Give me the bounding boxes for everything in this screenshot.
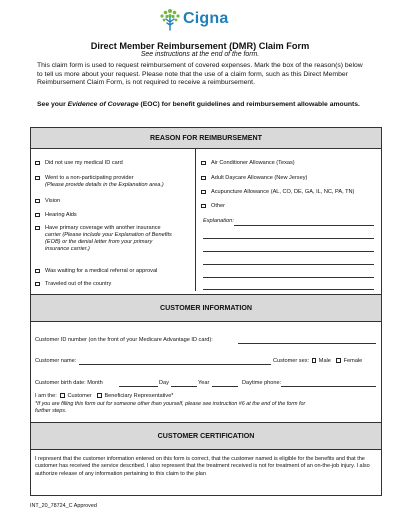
checkbox[interactable] (35, 269, 40, 274)
certification-text: I represent that the customer information entered on this form is correct, that the customer named is eligible for the benefits and that the customer has received the service described. I also represent that the treatment received is not for treatment of an on-the-job injury. I also authorize release of any information pertaining to this claim to the plan (35, 456, 370, 477)
reason-note: carrier (Please include your Explanation of Benefits (45, 232, 172, 238)
customer-name-field[interactable] (79, 364, 271, 365)
cigna-logo (0, 6, 400, 34)
reason-note: insurance carrier.) (45, 246, 90, 252)
representative-note-line: *If you are filling this form out for someone other than yourself, please see instruction #6 at the end of the form for (35, 401, 306, 407)
reason-column-divider (195, 149, 196, 291)
reason-label: Have primary coverage with another insurance (45, 225, 161, 231)
birth-day-label: Day (159, 380, 169, 386)
i-am-the-label: I am the: (35, 393, 57, 400)
birth-year-field[interactable] (212, 386, 238, 387)
customer-id-label: Customer ID number (on the front of your Medicare Advantage ID card): (35, 337, 213, 343)
brand-name: Cigna (183, 10, 229, 27)
form-title: Direct Member Reimbursement (DMR) Claim Form (90, 41, 310, 51)
eoc-note-pre: See your (37, 101, 68, 108)
explanation-label: Explanation: (203, 218, 234, 224)
certification-section-heading: CUSTOMER CERTIFICATION (31, 422, 381, 450)
checkbox[interactable] (201, 161, 206, 166)
reason-label: Adult Daycare Allowance (New Jersey) (211, 175, 308, 181)
explanation-line[interactable] (234, 225, 374, 226)
representative-option-label: Beneficiary Representative* (104, 393, 174, 400)
checkbox[interactable] (201, 204, 206, 209)
sex-label: Customer sex: (273, 358, 310, 365)
explanation-line[interactable] (203, 264, 374, 265)
eoc-note-post: (EOC) for benefit guidelines and reimbursement allowable amounts. (138, 101, 360, 108)
phone-field[interactable] (281, 386, 376, 387)
checkbox[interactable] (201, 190, 206, 195)
birth-year-label: Year (198, 380, 210, 386)
male-label: Male (318, 358, 331, 365)
checkbox[interactable] (35, 213, 40, 218)
reason-label: Did not use my medical ID card (45, 160, 123, 166)
cigna-tree-icon (159, 8, 181, 37)
intro-paragraph: This claim form is used to request reimbursement of covered expenses. Mark the box of the reason(s) below to tell us more about your request. Please note that the use of a claim form, such as this Direct Member Reimbursement Claim Form, is not required to receive a reimbursement. (37, 62, 363, 87)
reason-label: Was waiting for a medical referral or approval (45, 268, 158, 274)
eoc-note-italic: Evidence of Coverage (67, 101, 139, 108)
female-label: Female (343, 358, 363, 365)
reason-label: Air Conditioner Allowance (Texas) (211, 160, 295, 166)
reason-label: Vision (45, 198, 61, 204)
customer-sex-group (273, 358, 362, 364)
reason-section-heading: REASON FOR REIMBURSEMENT (31, 128, 381, 149)
checkbox[interactable] (35, 199, 40, 204)
explanation-line[interactable] (203, 289, 374, 290)
reason-label: Hearing Aids (45, 212, 77, 218)
reason-label: Other (211, 203, 225, 209)
explanation-line[interactable] (203, 277, 374, 278)
customer-option-label: Customer (67, 393, 92, 400)
reason-label: Went to a non-participating provider (45, 175, 134, 181)
customer-id-field[interactable] (238, 343, 376, 344)
birth-date-label: Customer birth date: Month (35, 380, 103, 386)
checkbox[interactable] (35, 161, 40, 166)
reason-note: (EOB) or the denial letter from your primary (45, 239, 153, 245)
representative-note-line: further steps. (35, 407, 67, 414)
checkbox[interactable] (201, 176, 206, 181)
customer-section-heading: CUSTOMER INFORMATION (31, 294, 381, 322)
reason-label: Traveled out of the country (45, 281, 112, 287)
form-code: INT_20_78724_C Approved (30, 503, 97, 509)
customer-checkbox[interactable] (60, 393, 65, 398)
female-checkbox[interactable] (336, 358, 341, 363)
male-checkbox[interactable] (312, 358, 317, 363)
explanation-line[interactable] (203, 251, 374, 252)
representative-note (35, 401, 325, 414)
checkbox[interactable] (35, 226, 40, 231)
checkbox[interactable] (35, 282, 40, 287)
i-am-the-group (35, 393, 173, 399)
representative-checkbox[interactable] (97, 393, 102, 398)
reason-note: (Please provide details in the Explanation area.) (45, 182, 164, 188)
customer-name-label: Customer name: (35, 358, 77, 364)
eoc-note (37, 101, 367, 110)
explanation-line[interactable] (203, 238, 374, 239)
reason-label: Acupuncture Allowance (AL, CO, DE, GA, IL, NC, PA, TN) (211, 189, 355, 195)
form-frame (30, 127, 382, 496)
birth-day-field[interactable] (171, 386, 197, 387)
phone-label: Daytime phone: (242, 380, 282, 386)
birth-month-field[interactable] (119, 386, 158, 387)
form-subtitle: See instructions at the end of the form. (140, 51, 260, 58)
checkbox[interactable] (35, 176, 40, 181)
